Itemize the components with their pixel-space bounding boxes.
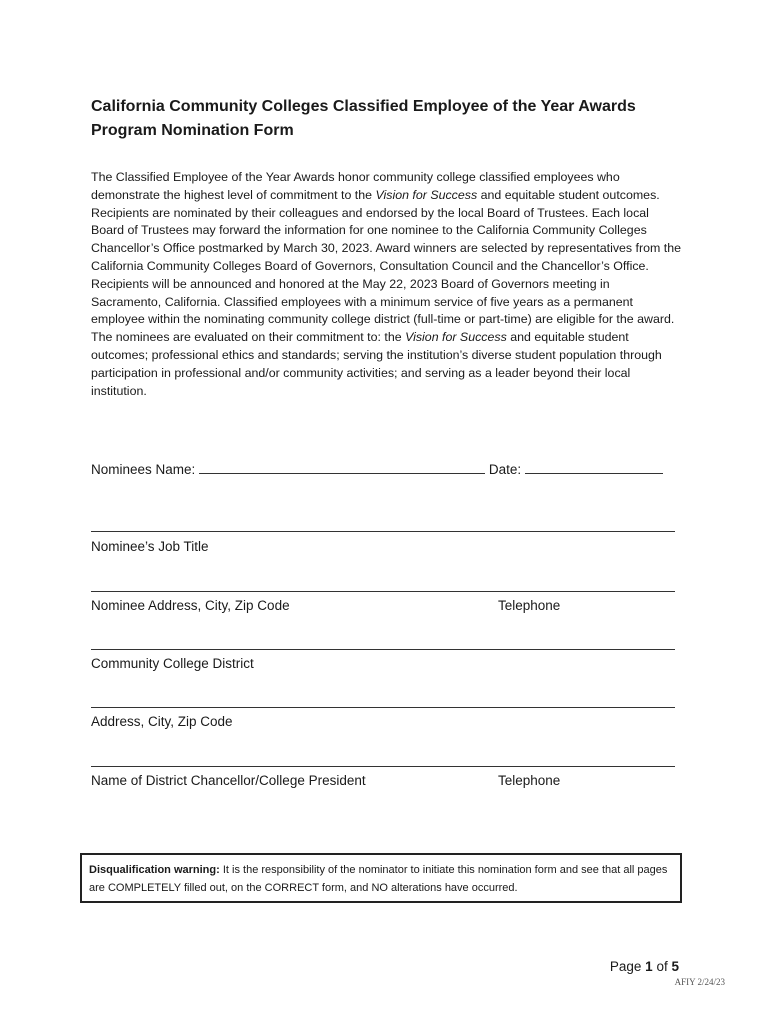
nominee-name-row: [91, 460, 675, 479]
intro-paragraph: [91, 169, 683, 400]
intro-text-3: and equitable student outcomes; professional ethics and standards; serving the institution’s diverse student population through participation in professional and/or community activities; and serving as a leader beyond their local institution.: [91, 330, 662, 398]
warning-text: It is the responsibility of the nominator to initiate this nomination form and see that all pages are COMPLETELY filled out, on the CORRECT form, and NO alterations have occurred.: [89, 864, 668, 894]
chancellor-field[interactable]: [91, 766, 675, 767]
title-line-2: Program Nomination Form: [91, 122, 294, 139]
job-title-label: Nominee’s Job Title: [91, 539, 209, 554]
nominee-address-row: [91, 597, 675, 615]
intro-italic-2: Vision for Success: [405, 330, 507, 345]
page-number: [610, 959, 679, 974]
date-field[interactable]: [525, 460, 663, 474]
job-title-field[interactable]: [91, 531, 675, 532]
chancellor-label: Name of District Chancellor/College President: [91, 773, 366, 788]
form-code: AFIY 2/24/23: [674, 977, 725, 987]
chancellor-row: [91, 772, 675, 790]
district-label: Community College District: [91, 656, 254, 671]
chancellor-telephone-label: Telephone: [498, 773, 561, 788]
nominee-address-field[interactable]: [91, 591, 675, 592]
of-word: of: [656, 959, 668, 974]
warning-heading: Disqualification warning:: [89, 864, 220, 876]
nominee-name-field[interactable]: [199, 460, 485, 474]
nominee-telephone-label: Telephone: [498, 598, 561, 613]
nominee-name-label: Nominees Name:: [91, 462, 196, 477]
district-address-label: Address, City, Zip Code: [91, 714, 233, 729]
nominee-address-label: Nominee Address, City, Zip Code: [91, 598, 290, 613]
intro-italic-1: Vision for Success: [375, 187, 478, 202]
intro-text-1: The Classified Employee of the Year Awards honor community college classified employees who demonstrate the highest level of commitment to the: [91, 170, 620, 202]
disqualification-warning-box: [80, 853, 682, 903]
page-title: [91, 95, 691, 143]
page-total: 5: [671, 959, 679, 974]
district-field[interactable]: [91, 649, 675, 650]
title-line-1: California Community Colleges Classified Employee of the Year Awards: [91, 98, 636, 115]
date-label: Date:: [488, 462, 522, 477]
district-row: [91, 655, 675, 673]
page-current: 1: [645, 959, 653, 974]
district-address-field[interactable]: [91, 707, 675, 708]
intro-text-2: and equitable student outcomes. Recipients are nominated by their colleagues and endorsed by the local Board of Trustees. Each local Board of Trustees may forward the information for one nominee to the California Community Colleges Chancellor’s Office postmarked by March 30, 2023. Award winners are selected by representatives from the California Community Colleges Board of Governors, Consultation Council and the Chancellor’s Office. Recipients will be announced and honored at the May 22, 2023 Board of Governors meeting in Sacramento, California. Classified employees with a minimum service of five years as a permanent employee within the nominating community college district (full-time or part-time) are eligible for the award. The nominees are evaluated on their commitment to: the: [91, 187, 682, 345]
job-title-row: [91, 538, 675, 556]
page-word: Page: [609, 959, 642, 974]
district-address-row: [91, 713, 675, 731]
